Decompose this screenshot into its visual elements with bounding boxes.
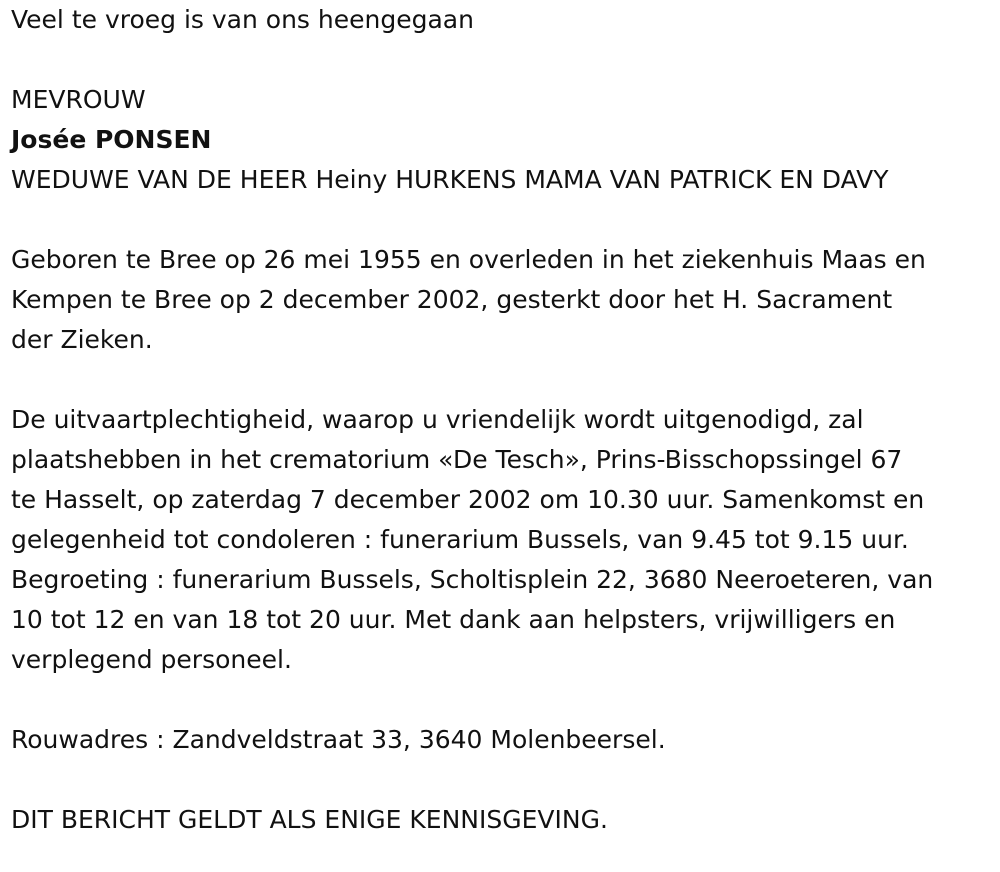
spacer xyxy=(11,760,991,800)
paragraph-line: 10 tot 12 en van 18 tot 20 uur. Met dank aan helpsters, vrijwilligers en xyxy=(11,605,896,634)
paragraph-line: De uitvaartplechtigheid, waarop u vriendelijk wordt uitgenodigd, zal xyxy=(11,405,864,434)
paragraph-line: Kempen te Bree op 2 december 2002, gesterkt door het H. Sacrament xyxy=(11,285,893,314)
opening-line: Veel te vroeg is van ons heengegaan xyxy=(11,5,474,34)
paragraph-line: der Zieken. xyxy=(11,325,153,354)
paragraph-line: plaatshebben in het crematorium «De Tesch», Prins-Bisschopssingel 67 xyxy=(11,445,903,474)
spacer xyxy=(11,680,991,720)
mourning-address: Rouwadres : Zandveldstraat 33, 3640 Molenbeersel. xyxy=(11,725,666,754)
spacer xyxy=(11,40,991,80)
relation-line: WEDUWE VAN DE HEER Heiny HURKENS MAMA VAN PATRICK EN DAVY xyxy=(11,165,889,194)
death-notice xyxy=(11,0,991,840)
spacer xyxy=(11,200,991,240)
funeral-paragraph xyxy=(11,400,991,680)
paragraph-line: te Hasselt, op zaterdag 7 december 2002 om 10.30 uur. Samenkomst en xyxy=(11,485,925,514)
paragraph-line: gelegenheid tot condoleren : funerarium Bussels, van 9.45 tot 9.15 uur. xyxy=(11,525,909,554)
deceased-name: Josée PONSEN xyxy=(11,125,212,154)
paragraph-line: Geboren te Bree op 26 mei 1955 en overleden in het ziekenhuis Maas en xyxy=(11,245,926,274)
closing-statement: DIT BERICHT GELDT ALS ENIGE KENNISGEVING. xyxy=(11,805,608,834)
paragraph-line: verplegend personeel. xyxy=(11,645,292,674)
spacer xyxy=(11,360,991,400)
paragraph-line: Begroeting : funerarium Bussels, Scholtisplein 22, 3680 Neeroeteren, van xyxy=(11,565,934,594)
birth-death-paragraph xyxy=(11,240,991,360)
honorific-title: MEVROUW xyxy=(11,85,146,114)
